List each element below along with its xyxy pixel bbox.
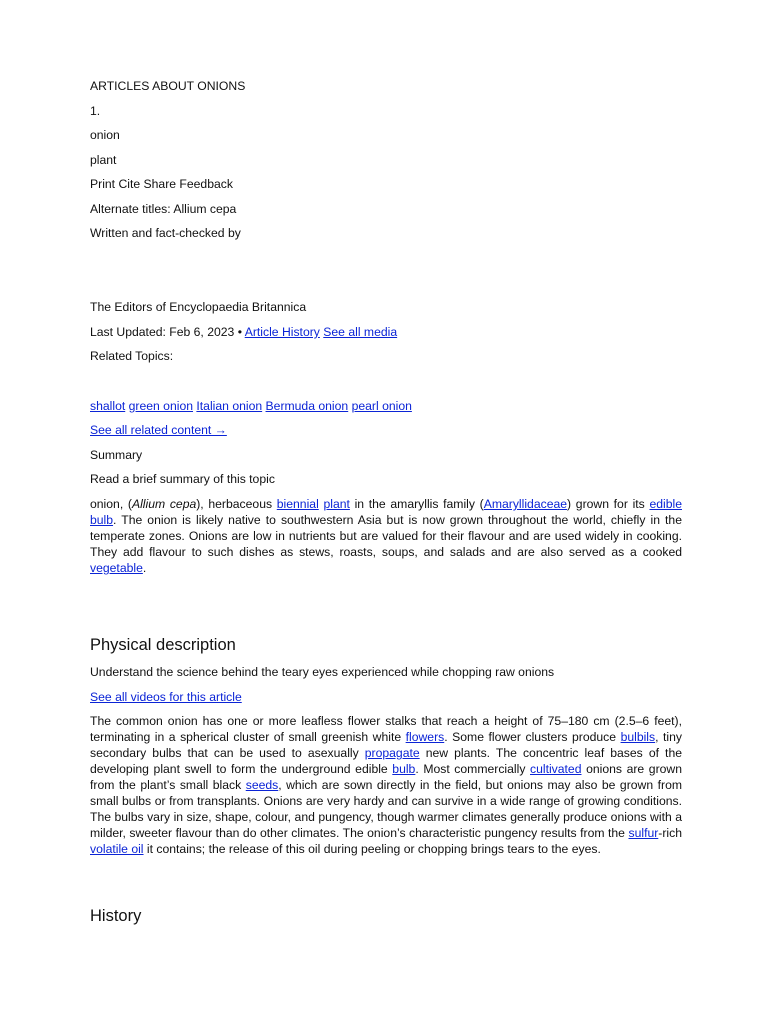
video-caption: Understand the science behind the teary eyes experienced while chopping raw onions xyxy=(90,665,555,679)
text-span: , which are sown directly in the field, but onions may also be grown from small bulbs or from transplants. Onions are very hardy and can survive in a wide range of growing conditions. The bulbs vary in size, shape, colour, and pungency, though warmer climates generally produce onions with a milder, sweeter flavour than do other climates. The onion’s characteristic pungency results from the xyxy=(90,778,682,840)
summary-paragraph xyxy=(90,496,682,576)
bulb-link[interactable]: bulb xyxy=(392,762,416,776)
related-topic-shallot-link[interactable]: shallot xyxy=(90,399,126,413)
flowers-link[interactable]: flowers xyxy=(405,730,445,744)
seeds-link[interactable]: seeds xyxy=(245,778,279,792)
article-actions: Print Cite Share Feedback xyxy=(90,177,233,191)
sulfur-link[interactable]: sulfur xyxy=(628,826,659,840)
text-span: . xyxy=(142,561,147,575)
text-span: -rich xyxy=(658,826,682,840)
text-span: . Most commercially xyxy=(415,762,530,776)
bulbils-link[interactable]: bulbils xyxy=(620,730,656,744)
amaryllidaceae-link[interactable]: Amaryllidaceae xyxy=(483,497,568,511)
text-span: ) grown for its xyxy=(567,497,650,511)
physical-description-paragraph xyxy=(90,713,682,857)
text-span: ), herbaceous xyxy=(196,497,277,511)
text-span: it contains; the release of this oil during peeling or chopping brings tears to the eyes. xyxy=(143,842,601,856)
see-all-videos-line xyxy=(90,689,242,705)
text-span: . Some flower clusters produce xyxy=(444,730,621,744)
see-all-related-link[interactable]: See all related content → xyxy=(90,423,227,437)
see-all-media-link[interactable]: See all media xyxy=(323,325,398,339)
see-all-videos-link[interactable]: See all videos for this article xyxy=(90,690,242,704)
text-span: onions are grown from the plant’s small black xyxy=(90,762,682,792)
text-span: . The onion is likely native to southwestern Asia but is now grown throughout the world, chiefly in the temperate zones. Onions are low in nutrients but are valued for their flavour and are used widely in cooking. They add flavour to such dishes as stews, roasts, soups, and salads and are also served as a cooked xyxy=(90,513,682,559)
related-topic-pearl-onion-link[interactable]: pearl onion xyxy=(351,399,412,413)
section-title: ARTICLES ABOUT ONIONS xyxy=(90,79,246,93)
text-span: , tiny secondary bulbs that can be used to asexually xyxy=(90,730,682,760)
list-number: 1. xyxy=(90,104,101,118)
related-topics-list xyxy=(90,398,412,414)
scientific-name: Allium cepa xyxy=(131,497,197,511)
entry-category: plant xyxy=(90,153,117,167)
bulb-link[interactable]: bulb xyxy=(90,513,114,527)
cultivated-link[interactable]: cultivated xyxy=(530,762,582,776)
last-updated-text: Last Updated: Feb 6, 2023 • xyxy=(90,325,245,339)
last-updated-line xyxy=(90,324,397,340)
alternate-titles: Alternate titles: Allium cepa xyxy=(90,202,237,216)
written-by-label: Written and fact-checked by xyxy=(90,226,241,240)
read-brief-summary: Read a brief summary of this topic xyxy=(90,472,275,486)
see-all-related-line xyxy=(90,422,227,438)
plant-link[interactable]: plant xyxy=(323,497,350,511)
history-heading: History xyxy=(90,907,142,925)
edible-link[interactable]: edible xyxy=(649,497,682,511)
entry-title: onion xyxy=(90,128,120,142)
vegetable-link[interactable]: vegetable xyxy=(90,561,143,575)
text-span: onion, ( xyxy=(90,497,132,511)
related-topic-bermuda-onion-link[interactable]: Bermuda onion xyxy=(265,399,349,413)
author-name: The Editors of Encyclopaedia Britannica xyxy=(90,300,307,314)
summary-label: Summary xyxy=(90,448,143,462)
related-topics-label: Related Topics: xyxy=(90,349,174,363)
propagate-link[interactable]: propagate xyxy=(364,746,420,760)
biennial-link[interactable]: biennial xyxy=(276,497,319,511)
text-span: in the amaryllis family ( xyxy=(349,497,484,511)
volatile-oil-link[interactable]: volatile oil xyxy=(90,842,144,856)
text-span: The common onion has one or more leafless flower stalks that reach a height of 75–180 cm (2.5–6 feet), terminating in a spherical cluster of small greenish white xyxy=(90,714,682,744)
physical-description-heading: Physical description xyxy=(90,636,236,654)
article-history-link[interactable]: Article History xyxy=(244,325,320,339)
related-topic-green-onion-link[interactable]: green onion xyxy=(128,399,194,413)
text-span: new plants. The concentric leaf bases of the developing plant swell to form the underground edible xyxy=(90,746,682,776)
related-topic-italian-onion-link[interactable]: Italian onion xyxy=(196,399,263,413)
